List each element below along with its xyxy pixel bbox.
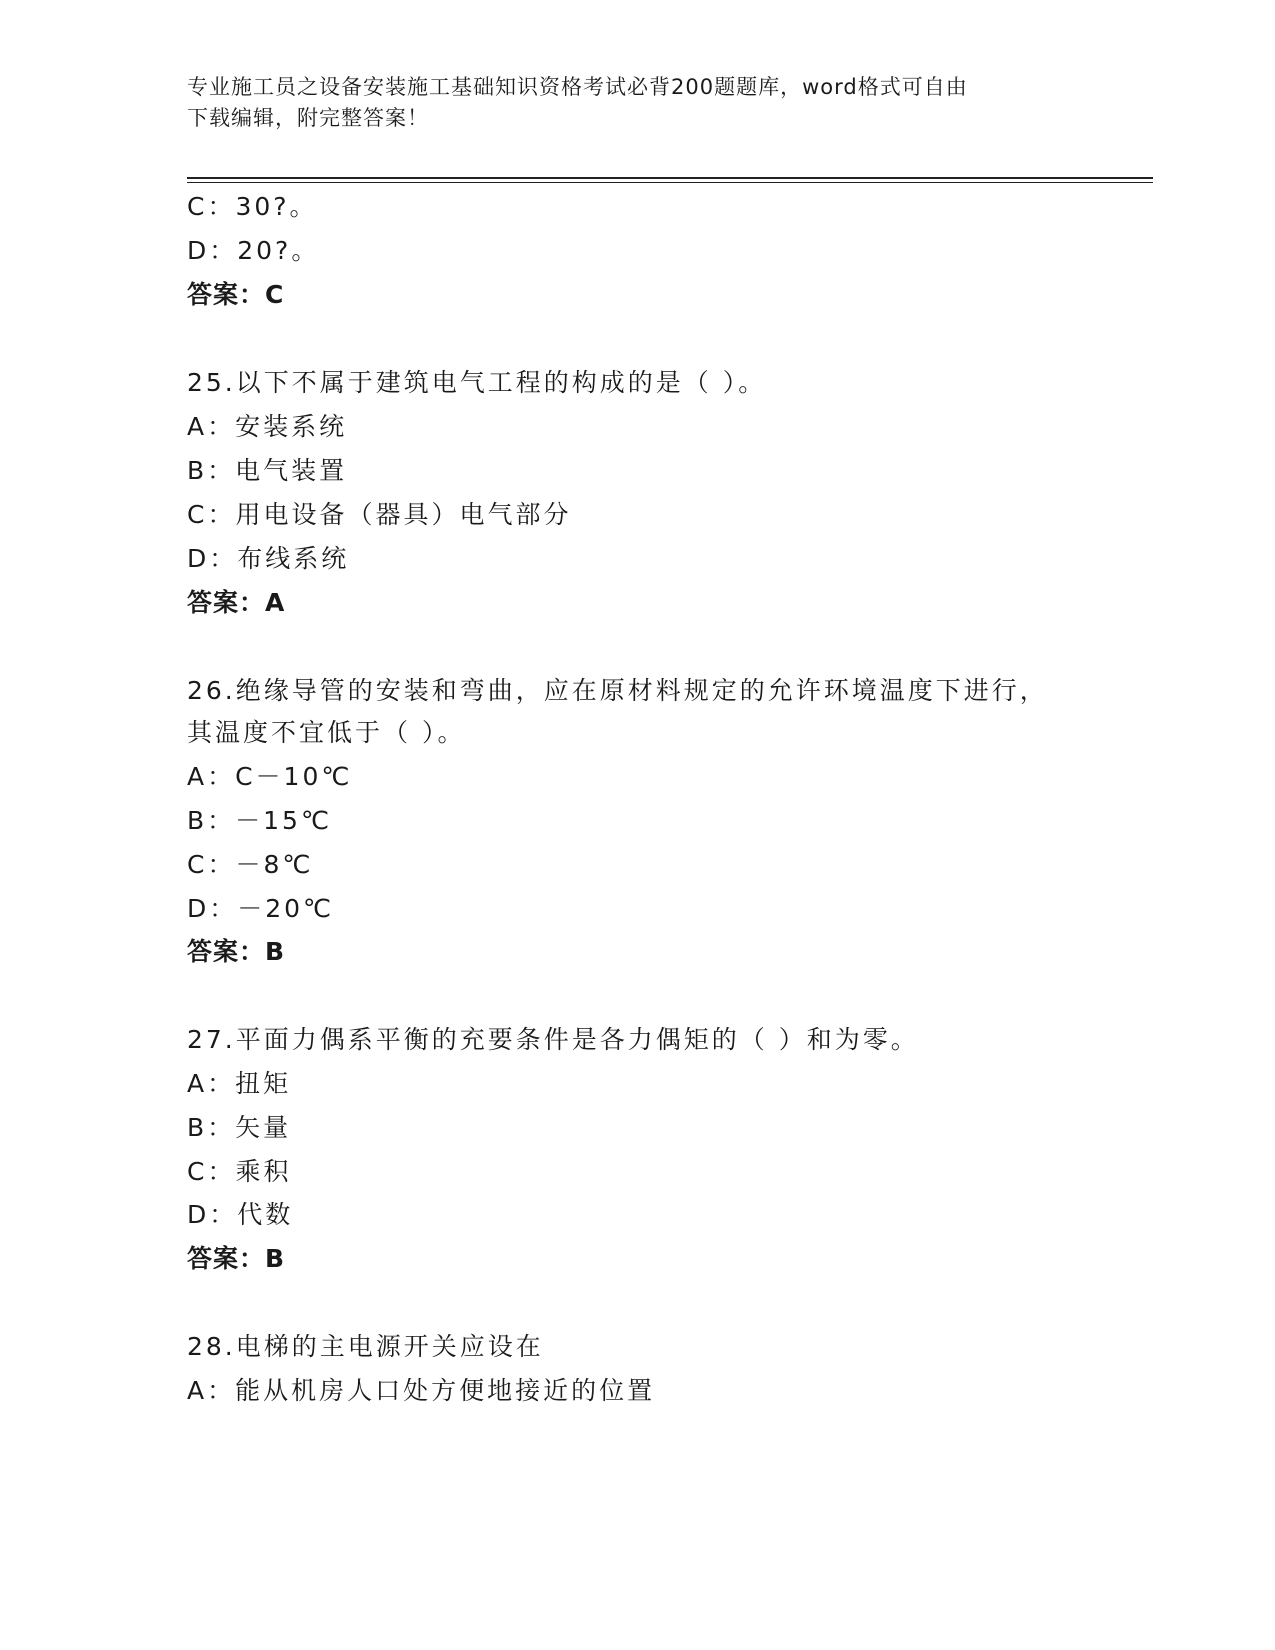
carryover-option-c: C：30?。: [187, 192, 318, 221]
question-26-option-c: C：－8℃: [187, 850, 314, 879]
question-26-option-b: B：－15℃: [187, 806, 333, 835]
question-25-option-d: D：布线系统: [187, 544, 350, 573]
question-27-option-a: A：扭矩: [187, 1069, 292, 1098]
question-25-option-c: C：用电设备（器具）电气部分: [187, 500, 572, 529]
carryover-option-d: D：20?。: [187, 236, 320, 265]
question-27-option-c: C：乘积: [187, 1157, 292, 1186]
question-25-option-a: A：安装系统: [187, 412, 348, 441]
header-rule-thick: [187, 177, 1153, 179]
document-header: [187, 72, 1067, 134]
question-27-answer: 答案：B: [187, 1244, 286, 1273]
question-27-option-d: D：代数: [187, 1200, 294, 1229]
question-28-stem: 28.电梯的主电源开关应设在: [187, 1332, 544, 1361]
header-title-line-2: 下载编辑，附完整答案！: [187, 106, 429, 130]
question-26-option-d: D：－20℃: [187, 894, 335, 923]
question-26-option-a: A：C－10℃: [187, 762, 353, 791]
question-27-option-b: B：矢量: [187, 1113, 292, 1142]
question-26-stem-line-2: 其温度不宜低于（ ）。: [187, 718, 466, 747]
carryover-answer: 答案：C: [187, 280, 285, 309]
question-28-option-a: A：能从机房人口处方便地接近的位置: [187, 1376, 656, 1405]
question-26-answer: 答案：B: [187, 937, 286, 966]
header-rule-thin: [187, 182, 1153, 183]
question-25-stem: 25.以下不属于建筑电气工程的构成的是（ ）。: [187, 368, 767, 397]
question-27-stem: 27.平面力偶系平衡的充要条件是各力偶矩的（ ）和为零。: [187, 1025, 919, 1054]
header-title-line-1: 专业施工员之设备安装施工基础知识资格考试必背200题题库，word格式可自由: [187, 75, 968, 99]
question-26-stem-line-1: 26.绝缘导管的安装和弯曲，应在原材料规定的允许环境温度下进行，: [187, 676, 1048, 705]
question-25-answer: 答案：A: [187, 588, 286, 617]
question-25-option-b: B：电气装置: [187, 456, 348, 485]
